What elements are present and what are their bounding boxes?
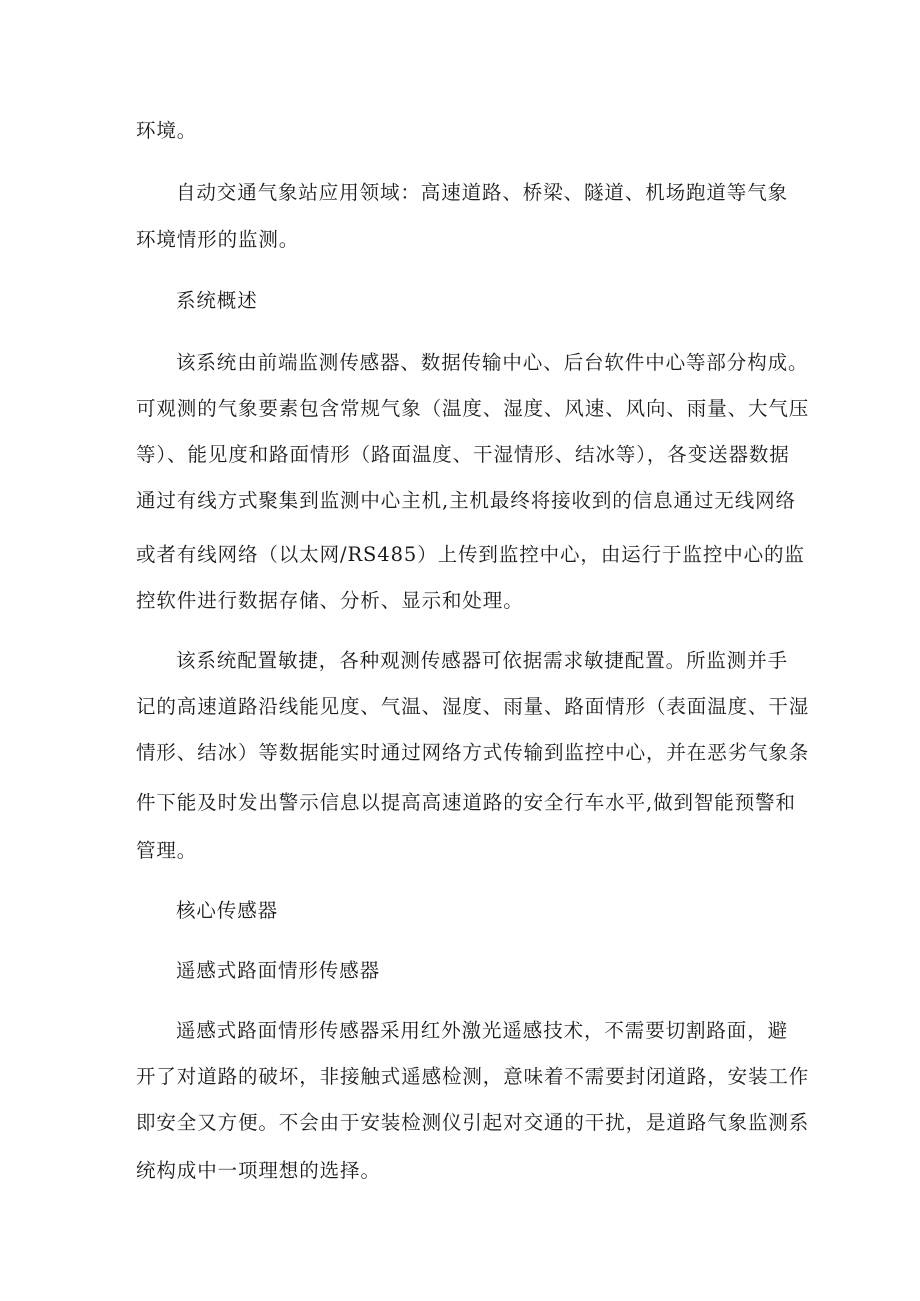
paragraph-4-line-6: 控软件进行数据存储、分析、显示和处理。 (136, 589, 524, 612)
paragraph-8-line-1: 遥感式路面情形传感器采用红外激光遥感技术，不需要切割路面，避 (176, 1019, 789, 1042)
paragraph-8-line-3: 即安全又方便。不会由于安装检测仪引起对交通的干扰，是道路气象监测系 (136, 1111, 810, 1134)
subsection-heading-remote-sensor: 遥感式路面情形传感器 (176, 959, 381, 982)
section-heading-overview: 系统概述 (176, 289, 258, 312)
paragraph-5-line-5: 管理。 (136, 839, 198, 862)
paragraph-8-line-2: 开了对道路的破坏，非接触式遥感检测，意味着不需要封闭道路，安装工作 (136, 1065, 810, 1088)
paragraph-1-line-1: 环境。 (136, 119, 198, 142)
paragraph-5-line-3: 情形、结冰）等数据能实时通过网络方式传输到监控中心，并在恶劣气象条 (136, 741, 810, 764)
paragraph-4-line-2: 可观测的气象要素包含常规气象（温度、湿度、风速、风向、雨量、大气压 (136, 397, 810, 420)
paragraph-2-line-1: 自动交通气象站应用领域：高速道路、桥梁、隧道、机场跑道等气象 (176, 181, 789, 204)
paragraph-4-line-4: 通过有线方式聚集到监测中心主机,主机最终将接收到的信息通过无线网络 (136, 489, 796, 512)
section-heading-core-sensors: 核心传感器 (176, 899, 279, 922)
paragraph-5-line-4: 件下能及时发出警示信息以提高高速道路的安全行车水平,做到智能预警和 (136, 791, 796, 814)
paragraph-5-line-1: 该系统配置敏捷，各种观测传感器可依据需求敏捷配置。所监测并手 (176, 649, 789, 672)
paragraph-5-line-2: 记的高速道路沿线能见度、气温、湿度、雨量、路面情形（表面温度、干湿 (136, 695, 810, 718)
paragraph-4-line-1: 该系统由前端监测传感器、数据传输中心、后台软件中心等部分构成。 (176, 351, 809, 374)
paragraph-2-line-2: 环境情形的监测。 (136, 228, 300, 251)
paragraph-4-line-3: 等）、能见度和路面情形（路面温度、干湿情形、结冰等），各变送器数据 (136, 443, 790, 466)
paragraph-4-line-5: 或者有线网络（以太网/RS485）上传到监控中心，由运行于监控中心的监 (136, 543, 805, 566)
paragraph-8-line-4: 统构成中一项理想的选择。 (136, 1159, 381, 1182)
